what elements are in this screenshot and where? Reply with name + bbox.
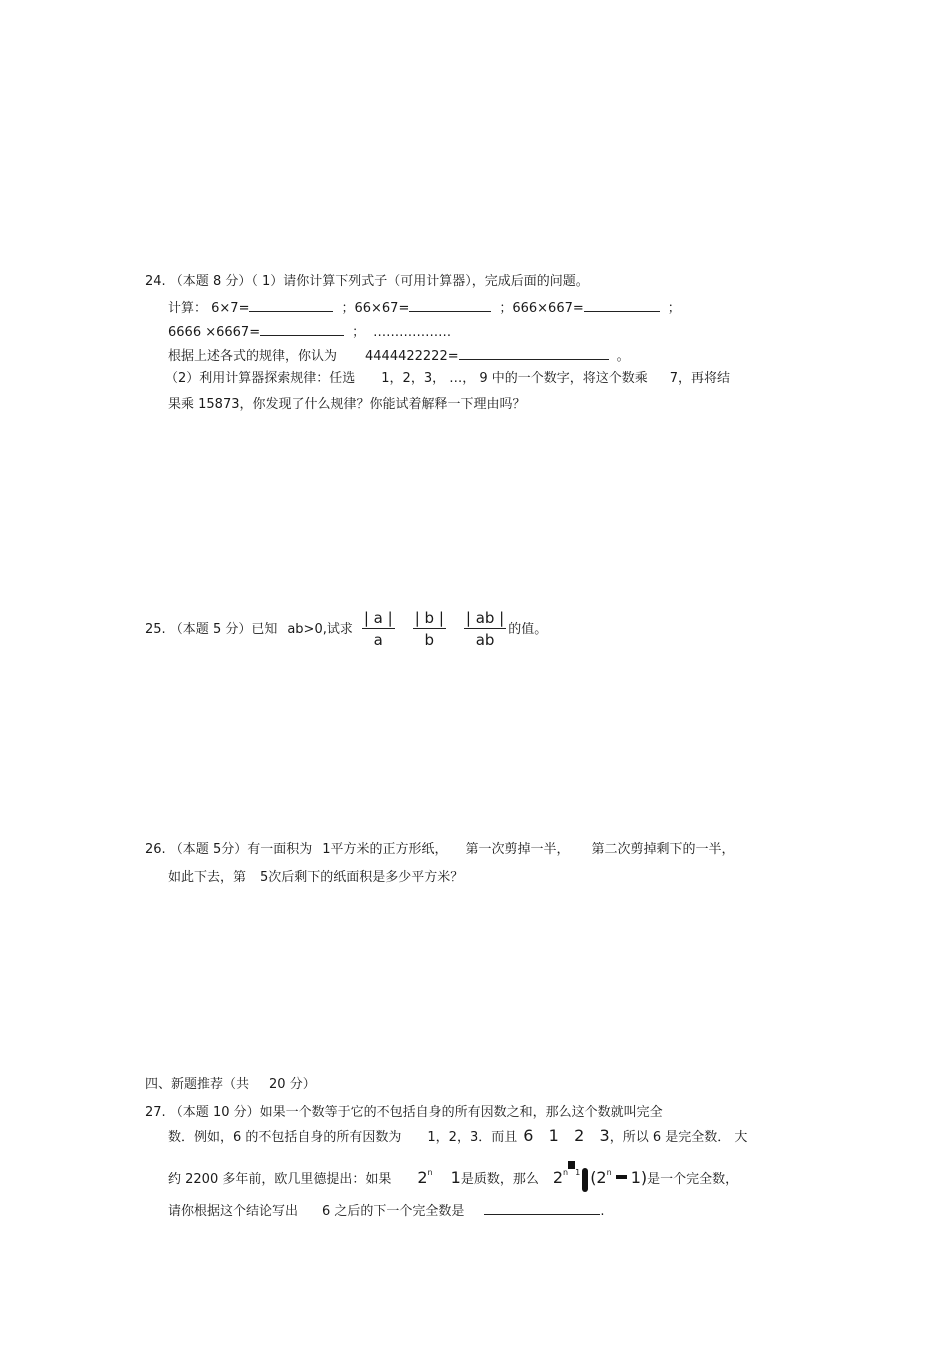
q27-line3 (168, 1160, 738, 1193)
power2-exp-1: 1 (575, 1168, 581, 1177)
answer-blank-perfect-number[interactable] (484, 1200, 600, 1215)
fraction-abs-ab-over-ab (464, 608, 506, 651)
part2-text-a: （2）利用计算器探索规律：任选 (165, 371, 356, 386)
q26-first-cut: 第一次剪掉一半， (465, 842, 570, 857)
part2-seven: 7，再将结 (669, 371, 731, 386)
q27-line4 (168, 1200, 605, 1222)
q25-condition: ab>0,试求 (287, 622, 353, 637)
calc-666x667: ；666×667= (499, 301, 584, 316)
q24-part2-line2 (168, 395, 526, 415)
q25-heading: 25. （本题 5 分）已知 (145, 622, 278, 637)
q26-line2-b: 5次后剩下的纸面积是多少平方米？ (260, 870, 464, 885)
q27-line3-b: 是质数，那么 (460, 1172, 539, 1187)
frac1-denominator: a (373, 631, 383, 649)
q24-part2-line1 (165, 369, 730, 389)
answer-blank-6666x6667[interactable] (260, 321, 344, 336)
q26-line2-a: 如此下去，第 (168, 870, 247, 885)
section4-points: 20 分） (269, 1077, 316, 1092)
q27-line3-a: 约 2200 多年前，欧几里德提出：如果 (168, 1172, 392, 1187)
q27-line3-c: 是一个完全数， (647, 1172, 739, 1187)
q26-line2 (168, 868, 463, 888)
fraction-abs-a-over-a (362, 608, 395, 651)
calc-label: 计算： 6×7= (168, 301, 250, 316)
section4-title-text: 四、新题推荐（共 (145, 1077, 250, 1092)
q26-heading: 26. （本题 5分）有一面积为 (145, 842, 313, 857)
fraction-abs-b-over-b (413, 608, 446, 651)
answer-blank-66x67[interactable] (409, 297, 491, 312)
q26-line1 (145, 840, 735, 860)
q24-heading-text: 24. （本题 8 分）（ 1）请你计算下列式子（可用计算器），完成后面的问题。 (145, 274, 589, 289)
power2-exponent (563, 1168, 580, 1177)
calc-6666x6667: 6666 ×6667= (168, 325, 261, 340)
power2-base: 2 (552, 1168, 564, 1187)
q26-second-cut: 第二次剪掉剩下的一半， (591, 842, 735, 857)
q27-line2-a: 数．例如，6 的不包括自身的所有因数为 (168, 1130, 402, 1145)
q27-line2 (168, 1125, 747, 1149)
q27-line2-b: 1，2，3．而且 (427, 1130, 518, 1145)
q27-line1 (145, 1103, 663, 1123)
section4-title (145, 1075, 316, 1095)
q24-calc-line1 (168, 297, 681, 319)
rule-text: 根据上述各式的规律，你认为 (168, 349, 338, 364)
power-exponent: n (427, 1168, 433, 1177)
q24-rule-line (168, 345, 630, 367)
minus-dash-icon (616, 1175, 627, 1179)
q24-heading (145, 272, 589, 292)
multiply-glyph-icon (582, 1168, 588, 1192)
ellipsis-dots: ……………… (373, 325, 452, 340)
q27-line2-c: ，所以 6 是完全数． 大 (609, 1130, 748, 1145)
q25-tail: 的值。 (508, 622, 548, 637)
power-base: 2 (417, 1168, 428, 1187)
period: . (600, 1204, 605, 1219)
calc-66x67: ；66×67= (341, 301, 410, 316)
q26-square: 1平方米的正方形纸， (322, 842, 448, 857)
power-2n (417, 1168, 432, 1187)
equation-6-equals-1-2-3: 6 1 2 3 (523, 1126, 610, 1145)
q27-heading: 27. （本题 10 分）如果一个数等于它的不包括自身的所有因数之和，那么这个数就叫完全 (145, 1105, 663, 1120)
answer-blank-666x667[interactable] (584, 297, 660, 312)
frac3-numerator: | ab | (465, 609, 505, 627)
frac2-denominator: b (424, 631, 435, 649)
separator: ； (667, 301, 681, 316)
q27-line4-b: 6 之后的下一个完全数是 (322, 1204, 465, 1219)
q27-line4-a: 请你根据这个结论写出 (168, 1204, 299, 1219)
separator: ； (352, 325, 366, 340)
answer-blank-rule[interactable] (459, 345, 609, 360)
q25-line (145, 604, 547, 656)
paren-expression (590, 1168, 647, 1187)
part2-digits: 1，2，3， …， 9 中的一个数字，将这个数乘 (381, 371, 648, 386)
paren-exponent: n (606, 1168, 612, 1177)
part2-text-b: 果乘 15873，你发现了什么规律？你能试着解释一下理由吗？ (168, 397, 526, 412)
frac2-numerator: | b | (414, 609, 444, 627)
power-minus-one: 1 (450, 1168, 461, 1187)
power2-exp-n: n (563, 1168, 569, 1177)
frac1-numerator: | a | (363, 609, 393, 627)
paren-open: (2 (590, 1168, 607, 1187)
period: 。 (616, 349, 630, 364)
frac3-denominator: ab (475, 631, 495, 649)
answer-blank-6x7[interactable] (249, 297, 333, 312)
paren-close: 1) (630, 1168, 648, 1187)
rule-number: 4444422222= (365, 349, 459, 364)
power-2n-minus-1 (553, 1168, 580, 1187)
q24-calc-line2 (168, 321, 451, 343)
